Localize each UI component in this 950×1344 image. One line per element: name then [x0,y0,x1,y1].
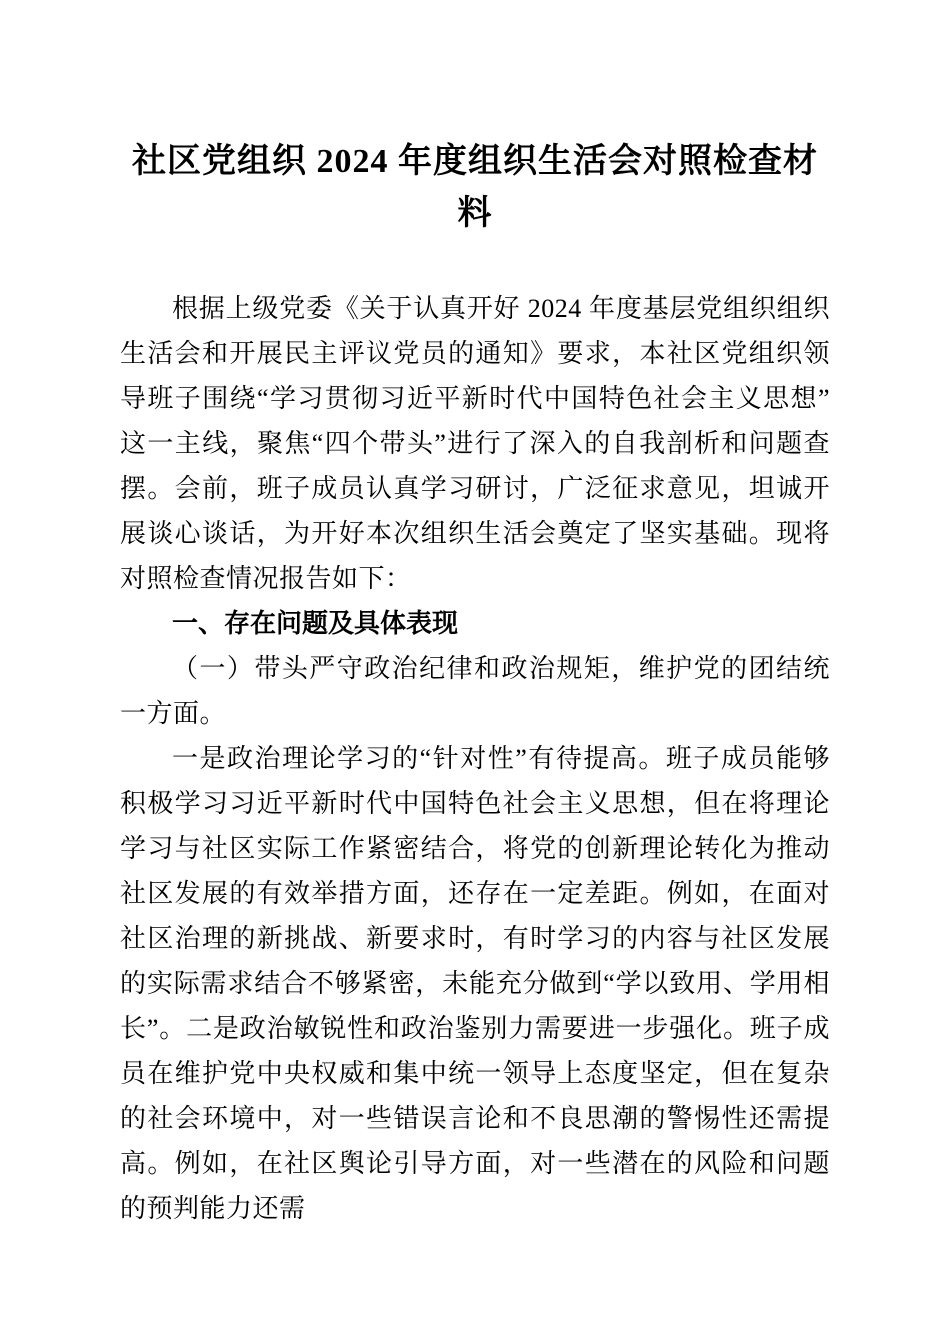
subsection-body-1-1: 一是政治理论学习的“针对性”有待提高。班子成员能够积极学习习近平新时代中国特色社会主义思想，但在将理论学习与社区实际工作紧密结合，将党的创新理论转化为推动社区发展的有效举措方面，还存在一定差距。例如，在面对社区治理的新挑战、新要求时，有时学习的内容与社区发展的实际需求结合不够紧密，未能充分做到“学以致用、学用相长”。二是政治敏锐性和政治鉴别力需要进一步强化。班子成员在维护党中央权威和集中统一领导上态度坚定，但在复杂的社会环境中，对一些错误言论和不良思潮的警惕性还需提高。例如，在社区舆论引导方面，对一些潜在的风险和问题的预判能力还需 [120,744,830,1223]
intro-paragraph: 根据上级党委《关于认真开好 2024 年度基层党组织组织生活会和开展民主评议党员的通知》要求，本社区党组织领导班子围绕“学习贯彻习近平新时代中国特色社会主义思想”这一主线，聚焦“四个带头”进行了深入的自我剖析和问题查摆。会前，班子成员认真学习研讨，广泛征求意见，坦诚开展谈心谈话，为开好本次组织生活会奠定了坚实基础。现将对照检查情况报告如下： [120,294,830,593]
document-title: 社区党组织 2024 年度组织生活会对照检查材料 [132,143,818,232]
subsection-heading-1-1: （一）带头严守政治纪律和政治规矩，维护党的团结统一方面。 [120,654,830,728]
section-heading-1: 一、存在问题及具体表现 [172,608,459,638]
